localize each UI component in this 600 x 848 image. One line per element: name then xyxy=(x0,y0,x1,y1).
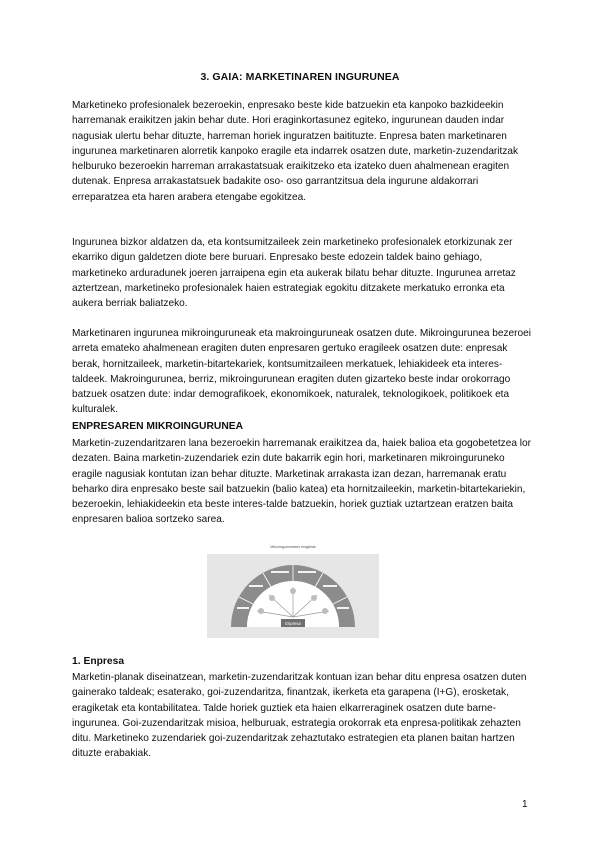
page-title: 3. GAIA: MARKETINAREN INGURUNEA xyxy=(200,71,400,83)
figure-caption: Mikroingurunearen eragileak xyxy=(270,545,316,549)
section-heading-micro: ENPRESAREN MIKROINGURUNEA xyxy=(72,421,244,432)
paragraph-intro: Marketineko profesionalek bezeroekin, enpresako beste kide batzuekin eta kanpoko bazkideekin harremanak eraikitzen jakin behar dute. Hori eraginkortasunez egiteko, ingurunean dauden indar nagusiak ulertu behar dituzte, harreman horiek inguratzen baitituzte. Enpresa baten marketinaren ingurunea marketinaren alorretik kanpoko eragile eta indarrek osatzen dute, marketin-zuzendaritzak helburuko bezeroekin harreman arrakastatsuak eraikitzeko eta izateko duen ahalmenean eragiten dutenak. Enpresa arrakastatsuek badakite oso- oso garrantzitsua dela ingurune aldakorrari erreparatzea eta haren arabera etengabe egokitzea. xyxy=(72,100,519,203)
microenvironment-figure xyxy=(207,545,379,639)
microenvironment-diagram xyxy=(207,545,379,639)
paragraph-micro-body: Marketin-zuzendaritzaren lana bezeroekin harremanak eraikitzea da, haiek balioa eta gogobetetzea lor dezaten. Baina marketin-zuzendariek ezin dute bakarrik egin hori, marketinaren mikroinguruneko eragile nagusiak kontutan izan behar dituzte. Marketinak arrakasta izan dezan, harremanak eratu beharko dira enpresako beste sail batzuekin (balio katea) eta hornitzaileekin, marketin-bitartekariekin, bezeroekin, lehiakideekin eta beste interes-talde batzuekin, horiek guztiak uztartzean eratzen baita enpresaren balioa sortzeko sarea. xyxy=(72,438,531,526)
paragraph-environment-changes: Ingurunea bizkor aldatzen da, eta kontsumitzaileek zein marketineko profesionalek etorkizunak zer ekarriko digun galdetzen diote bere buruari. Enpresako beste edozein taldek baino gehiago, marketineko arduradunek joeren jarraipena egin eta aukerak bilatu behar dituzte. Ingurunea arretaz aztertzean, marketineko profesionalek haien estrategiak egokitu ditzakete merkatuko erronka eta aukera berriak baliatzeko. xyxy=(72,237,516,310)
paragraph-enpresa-body: Marketin-planak diseinatzean, marketin-zuzendaritzak kontuan izan behar ditu enpresa osatzen duten gainerako taldeak; esaterako, goi-zuzendaritza, finantzak, ikerketa eta garapena (I+G), erosketak, eragiketak eta kontabilitatea. Talde horiek guztiek eta haien elkarreraginek osatzen dute barne-ingurunea. Goi-zuzendaritzak misioa, helburuak, estrategia orokorrak eta enpresa-politikak zehazten ditu. Marketineko zuzendariek goi-zuzendaritzak zehaztutako estrategien eta planen baitan hartzen dituzte erabakiak. xyxy=(72,672,527,760)
section-heading-enpresa: 1. Enpresa xyxy=(72,656,125,667)
page-number: 1 xyxy=(522,799,528,810)
paragraph-micro-macro: Marketinaren ingurunea mikroinguruneak eta makroinguruneak osatzen dute. Mikroingurunea bezeroei arreta emateko ahalmenean eragiten duten enpresaren gertuko eragileek osatzen dute: enpresak berak, hornitzaileek, marketin-bitartekariek, kontsumitzaileen merkatuek, lehiakideek eta interes-taldeek. Makroingurunea, berriz, mikroingurunean eragiten duten gizarteko beste indar orokorrago batzuek osatzen dute: indar demografikoek, ekonomikoek, naturalek, teknologikoek, politikoek eta kulturalek. xyxy=(72,328,531,416)
center-label: Enpresa xyxy=(285,621,301,626)
